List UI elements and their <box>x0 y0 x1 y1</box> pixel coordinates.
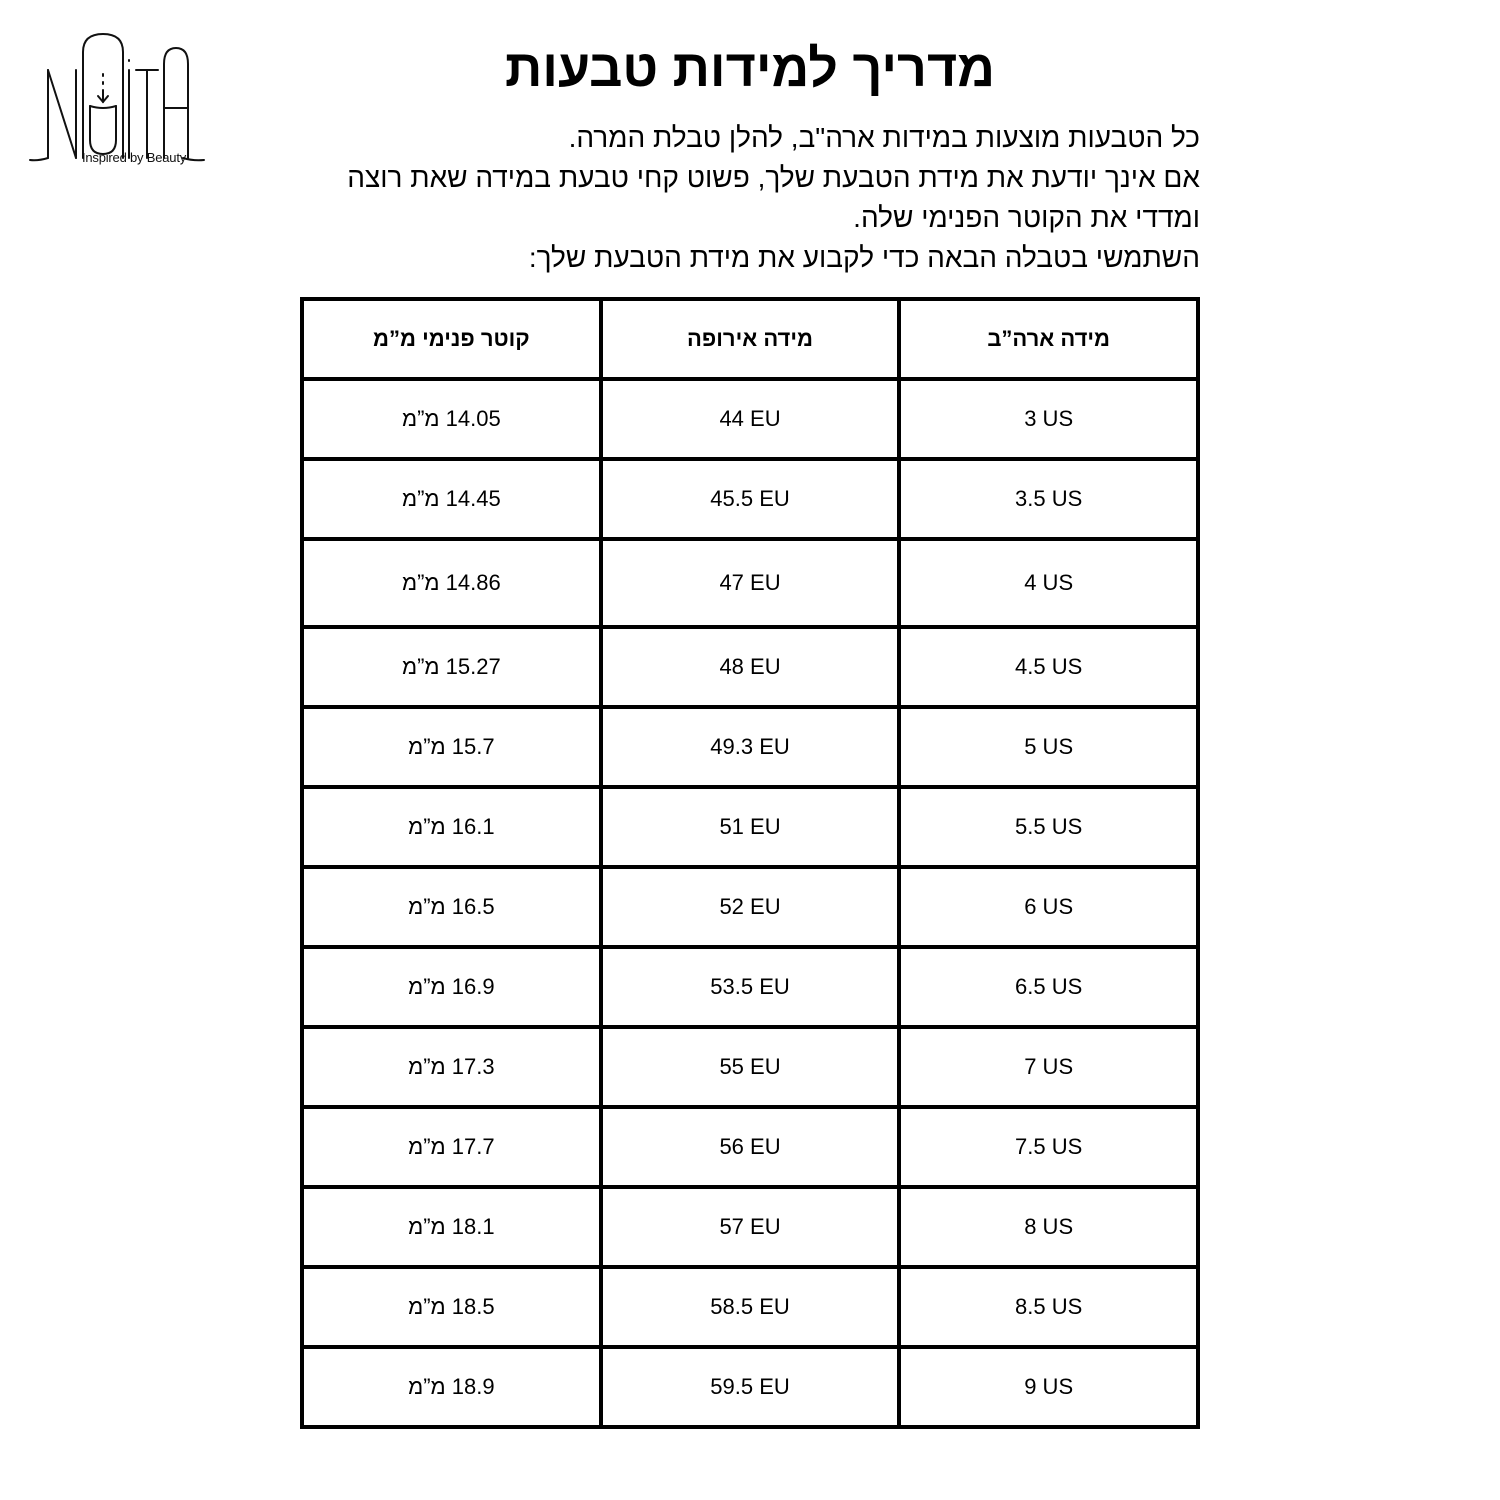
us-size-cell: 5 US <box>899 707 1198 787</box>
eu-size-cell: 55 EU <box>601 1027 900 1107</box>
us-size-cell: 4.5 US <box>899 627 1198 707</box>
header-eu-size: מידה אירופה <box>601 299 900 379</box>
table-row <box>302 1187 1198 1267</box>
eu-size-cell: 47 EU <box>601 539 900 627</box>
page-title: מדריך למידות טבעות <box>504 40 996 98</box>
diameter-cell: 18.1 מ”מ <box>302 1187 601 1267</box>
us-size-cell: 3 US <box>899 379 1198 459</box>
table-row <box>302 1107 1198 1187</box>
eu-size-cell: 48 EU <box>601 627 900 707</box>
diameter-cell: 15.7 מ”מ <box>302 707 601 787</box>
eu-size-cell: 57 EU <box>601 1187 900 1267</box>
diameter-cell: 17.7 מ”מ <box>302 1107 601 1187</box>
intro-line-3: השתמשי בטבלה הבאה כדי לקבוע את מידת הטבעת שלך: <box>528 242 1200 273</box>
intro-line-1: כל הטבעות מוצעות במידות ארה"ב, להלן טבלת המרה. <box>568 122 1200 153</box>
diameter-cell: 14.86 מ”מ <box>302 539 601 627</box>
intro-line-2: אם אינך יודעת את מידת הטבעת שלך, פשוט קחי טבעת במידה שאת רוצה ומדדי את הקוטר הפנימי שלה. <box>347 162 1200 233</box>
eu-size-cell: 51 EU <box>601 787 900 867</box>
diameter-cell: 18.9 מ”מ <box>302 1347 601 1427</box>
ring-size-table <box>300 297 1200 1429</box>
table-row <box>302 1347 1198 1427</box>
table-row <box>302 379 1198 459</box>
eu-size-cell: 59.5 EU <box>601 1347 900 1427</box>
us-size-cell: 7 US <box>899 1027 1198 1107</box>
us-size-cell: 9 US <box>899 1347 1198 1427</box>
us-size-cell: 8 US <box>899 1187 1198 1267</box>
table-row <box>302 867 1198 947</box>
table-row <box>302 627 1198 707</box>
logo-tagline: Inspired by Beauty <box>81 150 187 165</box>
table-header-row <box>302 299 1198 379</box>
intro-text <box>300 118 1200 278</box>
table-row <box>302 1027 1198 1107</box>
us-size-cell: 4 US <box>899 539 1198 627</box>
table-row <box>302 1267 1198 1347</box>
table-row <box>302 787 1198 867</box>
header-us-size: מידה ארה”ב <box>899 299 1198 379</box>
eu-size-cell: 49.3 EU <box>601 707 900 787</box>
eu-size-cell: 45.5 EU <box>601 459 900 539</box>
table-row <box>302 707 1198 787</box>
us-size-cell: 8.5 US <box>899 1267 1198 1347</box>
diameter-cell: 17.3 מ”מ <box>302 1027 601 1107</box>
noita-logo-icon <box>28 30 208 170</box>
us-size-cell: 6.5 US <box>899 947 1198 1027</box>
eu-size-cell: 56 EU <box>601 1107 900 1187</box>
header-inner-diameter: קוטר פנימי מ”מ <box>302 299 601 379</box>
table-row <box>302 459 1198 539</box>
table-row <box>302 539 1198 627</box>
diameter-cell: 14.05 מ”מ <box>302 379 601 459</box>
diameter-cell: 16.1 מ”מ <box>302 787 601 867</box>
diameter-cell: 14.45 מ”מ <box>302 459 601 539</box>
diameter-cell: 15.27 מ”מ <box>302 627 601 707</box>
diameter-cell: 18.5 מ”מ <box>302 1267 601 1347</box>
table-row <box>302 947 1198 1027</box>
eu-size-cell: 58.5 EU <box>601 1267 900 1347</box>
brand-logo <box>28 30 208 170</box>
us-size-cell: 6 US <box>899 867 1198 947</box>
eu-size-cell: 44 EU <box>601 379 900 459</box>
eu-size-cell: 53.5 EU <box>601 947 900 1027</box>
us-size-cell: 7.5 US <box>899 1107 1198 1187</box>
eu-size-cell: 52 EU <box>601 867 900 947</box>
diameter-cell: 16.5 מ”מ <box>302 867 601 947</box>
diameter-cell: 16.9 מ”מ <box>302 947 601 1027</box>
us-size-cell: 5.5 US <box>899 787 1198 867</box>
us-size-cell: 3.5 US <box>899 459 1198 539</box>
